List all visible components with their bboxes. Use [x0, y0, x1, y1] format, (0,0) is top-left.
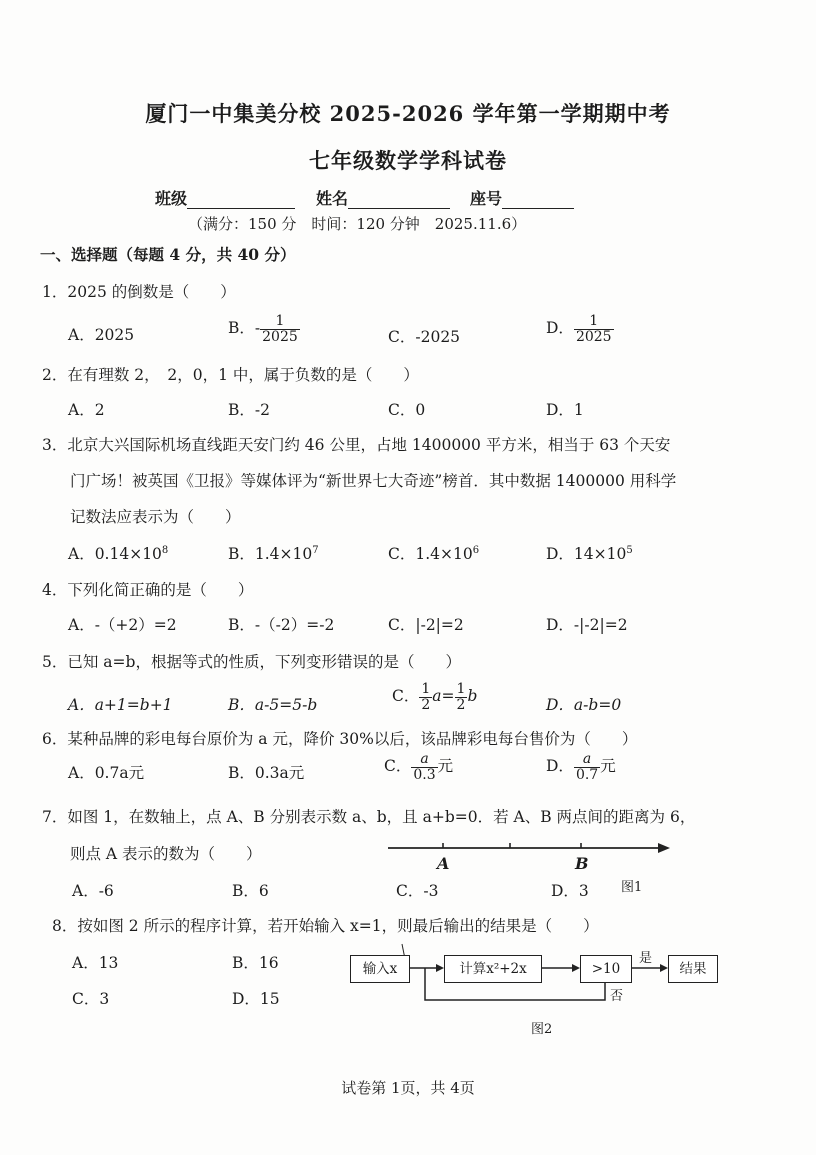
fraction: $\frac{a}{0.3}$	[413, 751, 436, 783]
question-1-stem: 1．2025 的倒数是（ ）	[42, 283, 236, 301]
question-3-stem-line2: 门广场！被英国《卫报》等媒体评为“新世界七大奇迹”榜首．其中数据 1400000 用科学	[70, 472, 677, 490]
q4-option-a: A．-（+2）=2	[68, 616, 177, 634]
name-label: 姓名	[316, 189, 349, 208]
q5-option-d: D．a-b=0	[546, 696, 622, 714]
fraction: $\frac{a}{0.7}$	[575, 751, 599, 783]
fraction: $\frac{1}{2}$	[456, 681, 466, 713]
flow-arrowhead	[660, 964, 668, 972]
figure-1-caption: 图1	[621, 880, 643, 895]
q1-option-c: C．-2025	[388, 328, 461, 346]
question-3-stem-line3: 记数法应表示为（ ）	[70, 508, 241, 526]
q4-option-d: D．-|-2|=2	[546, 616, 628, 634]
q7-option-b: B．6	[232, 882, 269, 900]
q8-option-c: C．3	[72, 990, 110, 1008]
flow-arrowhead	[572, 964, 580, 972]
flow-no-label: 否	[610, 989, 624, 1004]
q3-option-b: B．$1.4\times 10^7$	[228, 544, 319, 563]
q7-option-d: D．3	[551, 882, 589, 900]
exam-meta: （满分：150 分 时间：120 分钟 2025.11.6）	[188, 215, 527, 233]
question-4-stem: 4．下列化简正确的是（ ）	[42, 581, 254, 599]
question-7-stem-line2: 则点 A 表示的数为（ ）	[70, 845, 262, 863]
seat-blank	[502, 190, 574, 209]
q7-option-a: A．-6	[72, 882, 114, 900]
q2-option-c: C．0	[388, 401, 426, 419]
q4-option-c: C．|-2|=2	[388, 616, 464, 634]
flow-arrowhead	[436, 964, 444, 972]
fraction: $\frac{1}{2025}$	[262, 313, 298, 345]
q1-option-a: A．2025	[68, 326, 135, 344]
point-b-label: B	[575, 854, 589, 873]
q2-option-b: B．-2	[228, 401, 270, 419]
question-6-stem: 6．某种品牌的彩电每台原价为 a 元，降价 30%以后，该品牌彩电每台售价为（ ）	[42, 730, 638, 748]
q5-option-a: A．a+1=b+1	[68, 696, 173, 714]
q2-option-d: D．1	[546, 401, 584, 419]
q6-option-a: A．0.7a元	[68, 764, 145, 782]
fraction: $\frac{1}{2}$	[421, 681, 431, 713]
q5-option-c: C． $\frac{1}{2}$ a= $\frac{1}{2}$ b	[392, 681, 478, 713]
question-8-stem: 8．按如图 2 所示的程序计算，若开始输入 x=1，则最后输出的结果是（ ）	[52, 917, 599, 935]
q5-option-b: B．a-5=5-b	[228, 696, 318, 714]
flow-input-box: 输入x	[350, 955, 410, 983]
q6-option-d: D． $\frac{a}{0.7}$ 元	[546, 751, 616, 783]
flow-compute-box: 计算x²+2x	[444, 955, 542, 983]
class-label: 班级	[155, 189, 188, 208]
q1-option-d: D． $\frac{1}{2025}$	[546, 313, 612, 345]
number-line-arrow	[658, 843, 670, 853]
seat-field	[470, 186, 574, 209]
seat-label: 座号	[470, 189, 503, 208]
question-2-stem: 2．在有理数 2， 2，0，1 中，属于负数的是（ ）	[42, 366, 419, 384]
class-field	[155, 186, 295, 209]
number-line-figure	[380, 832, 680, 864]
q7-option-c: C．-3	[396, 882, 439, 900]
q8-option-b: B．16	[232, 954, 279, 972]
name-field	[316, 186, 450, 209]
exam-subtitle: 七年级数学学科试卷	[309, 148, 507, 173]
figure-2-caption: 图2	[531, 1022, 553, 1037]
q8-option-a: A．13	[72, 954, 119, 972]
q1-option-b: B．- $\frac{1}{2025}$	[228, 313, 298, 345]
q6-option-c: C． $\frac{a}{0.3}$ 元	[384, 751, 454, 783]
flow-condition-box: >10	[580, 955, 632, 983]
q3-option-c: C．$1.4\times 10^6$	[388, 544, 480, 563]
page-footer: 试卷第 1页，共 4页	[341, 1079, 475, 1097]
q6-option-b: B．0.3a元	[228, 764, 305, 782]
section-title: 一、选择题（每题 4 分，共 40 分）	[40, 245, 296, 264]
flow-yes-label: 是	[639, 951, 653, 966]
q4-option-b: B．-（-2）=-2	[228, 616, 335, 634]
exam-title: 厦门一中集美分校 2025-2026 学年第一学期期中考	[145, 101, 671, 126]
fraction: $\frac{1}{2025}$	[575, 313, 612, 345]
name-blank	[348, 190, 450, 209]
q3-option-d: D．$14\times 10^5$	[546, 544, 633, 563]
question-5-stem: 5．已知 a=b，根据等式的性质，下列变形错误的是（ ）	[42, 653, 461, 671]
point-a-label: A	[437, 854, 450, 873]
class-blank	[187, 190, 295, 209]
q2-option-a: A．2	[68, 401, 105, 419]
flow-result-box: 结果	[668, 955, 718, 983]
question-3-stem-line1: 3．北京大兴国际机场直线距天安门约 46 公里，占地 1400000 平方米，相当于 63 个天安	[42, 436, 671, 454]
q3-option-a: A．$0.14\times 10^8$	[68, 544, 169, 563]
question-7-stem-line1: 7．如图 1，在数轴上，点 A、B 分别表示数 a、b，且 a+b=0．若 A、B 两点间的距离为 6，	[42, 808, 696, 826]
q8-option-d: D．15	[232, 990, 280, 1008]
